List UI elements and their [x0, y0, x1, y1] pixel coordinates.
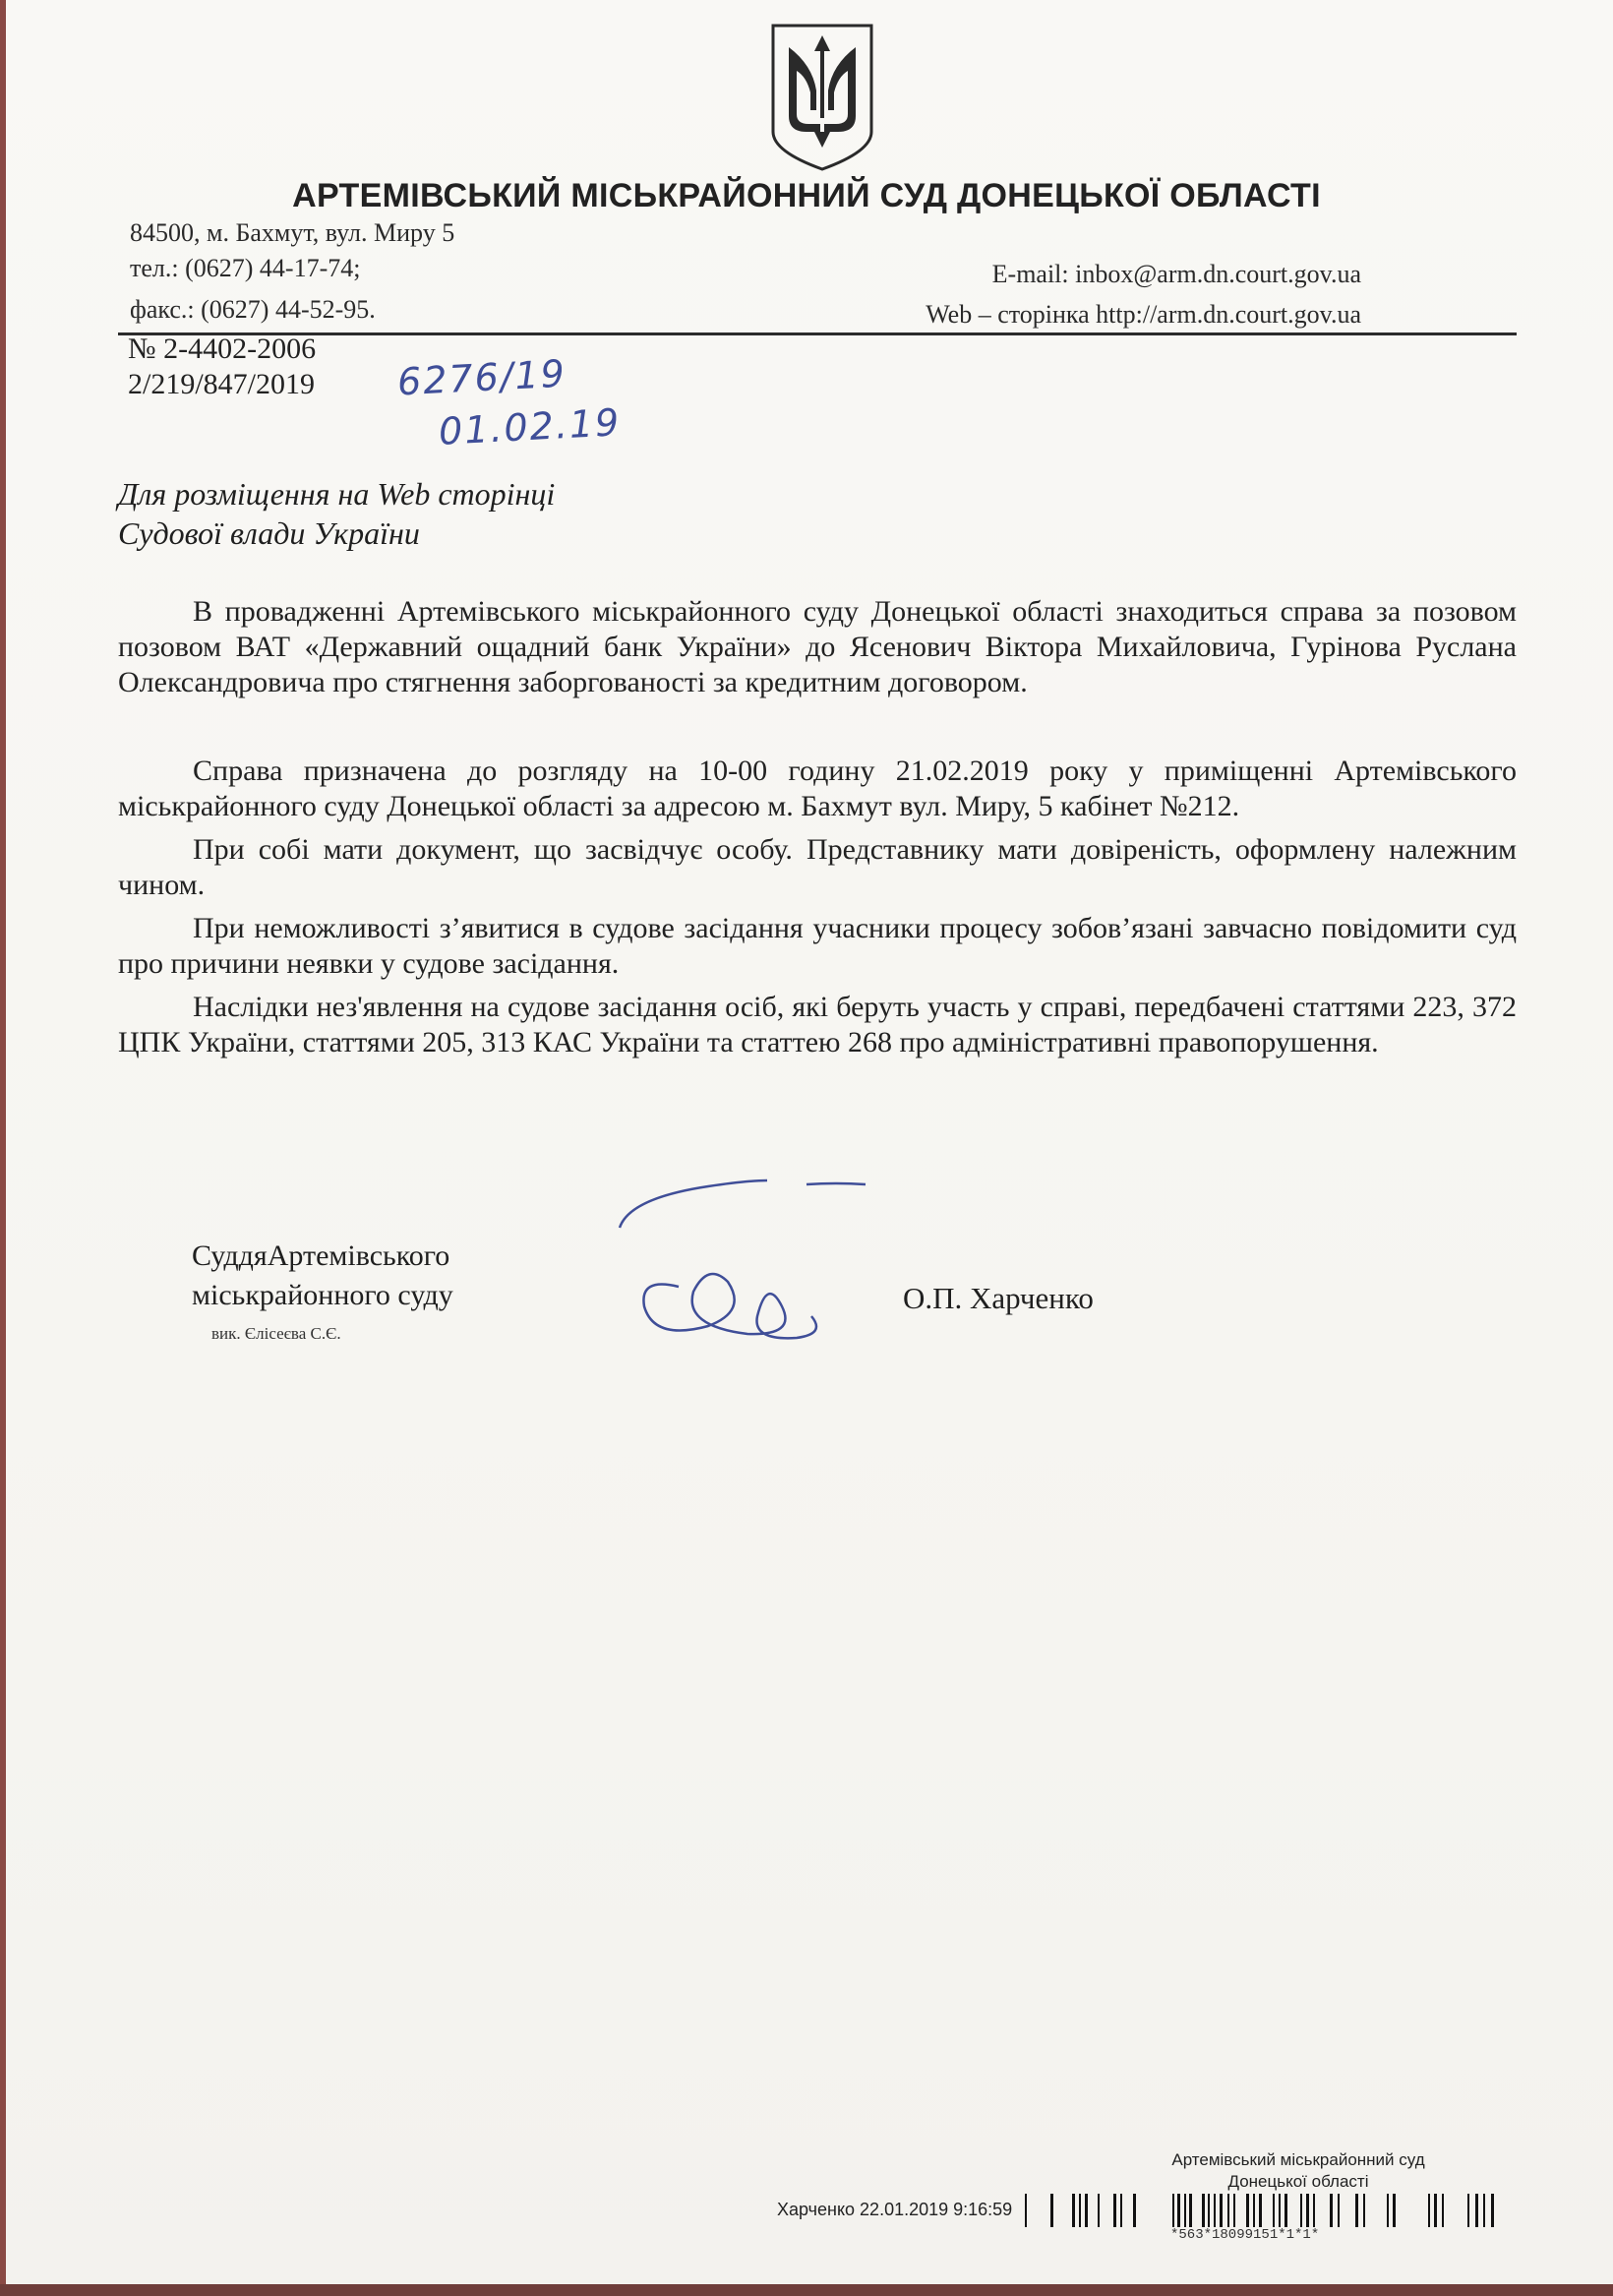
- outgoing-number: 2/219/847/2019: [128, 368, 316, 400]
- handwritten-registration-number: 6276/19: [395, 351, 568, 404]
- stamp-court-line-1: Артемівський міськрайонний суд: [1171, 2150, 1425, 2169]
- executor-note: вик. Єлісеєва С.Є.: [211, 1324, 341, 1343]
- court-phone: тел.: (0627) 44-17-74;: [130, 254, 361, 282]
- barcode-text: *563*18099151*1*1*: [1170, 2227, 1320, 2239]
- notice-paragraph-case: В провадженні Артемівського міськрайонного суду Донецької області знаходиться справа за позовом позовом ВАТ «Державний ощадний банк України» до Ясенович Віктора Михайловича, Гурінова Руслана Олександровича про стягнення заборгованості за кредитним договором.: [118, 595, 1517, 698]
- header-divider: [118, 332, 1517, 335]
- handwritten-signature: [600, 1169, 895, 1356]
- judge-title-line-1: СуддяАртемівського: [192, 1239, 450, 1272]
- court-email: E-mail: inbox@arm.dn.court.gov.ua: [991, 260, 1361, 288]
- case-number: № 2-4402-2006: [128, 332, 317, 365]
- stamp-court-line-2: Донецької області: [1227, 2172, 1369, 2191]
- scan-edge-bottom: [0, 2284, 1613, 2296]
- scan-edge-left: [0, 0, 6, 2296]
- addressee-line-1: Для розміщення на Web сторінці: [118, 476, 556, 512]
- notice-paragraph-consequences: Наслідки нез'явлення на судове засідання осіб, які беруть участь у справі, передбачені статтями 223, 372 ЦПК України, статтями 205, 313 КАС України та статтею 268 про адміністративні правопорушення.: [118, 991, 1517, 1058]
- judge-name: О.П. Харченко: [903, 1281, 1094, 1315]
- notice-paragraph-hearing: Справа призначена до розгляду на 10-00 годину 21.02.2019 року у приміщенні Артемівського міськрайонного суду Донецької області за адресою м. Бахмут вул. Миру, 5 кабінет №212.: [118, 755, 1517, 822]
- stamp-user-datetime: Харченко 22.01.2019 9:16:59: [777, 2200, 1013, 2219]
- judge-title-line-2: міськрайонного суду: [192, 1279, 453, 1311]
- document-barcode: [1025, 2194, 1507, 2227]
- court-fax: факс.: (0627) 44-52-95.: [130, 295, 376, 324]
- notice-paragraph-absence: При неможливості з’явитися в судове засідання учасники процесу зобов’язані завчасно повідомити суд про причини неявки у судове засідання.: [118, 912, 1517, 980]
- court-address: 84500, м. Бахмут, вул. Миру 5: [130, 218, 455, 247]
- trident-emblem: [767, 22, 877, 171]
- addressee-line-2: Судової влади України: [118, 515, 420, 551]
- notice-paragraph-documents: При собі мати документ, що засвідчує особу. Представнику мати довіреність, оформлену належним чином.: [118, 833, 1517, 901]
- court-name-heading: АРТЕМІВСЬКИЙ МІСЬКРАЙОННИЙ СУД ДОНЕЦЬКОЇ ОБЛАСТІ: [292, 177, 1321, 214]
- handwritten-registration-date: 01.02.19: [437, 400, 623, 453]
- court-website: Web – сторінка http://arm.dn.court.gov.ua: [926, 300, 1361, 329]
